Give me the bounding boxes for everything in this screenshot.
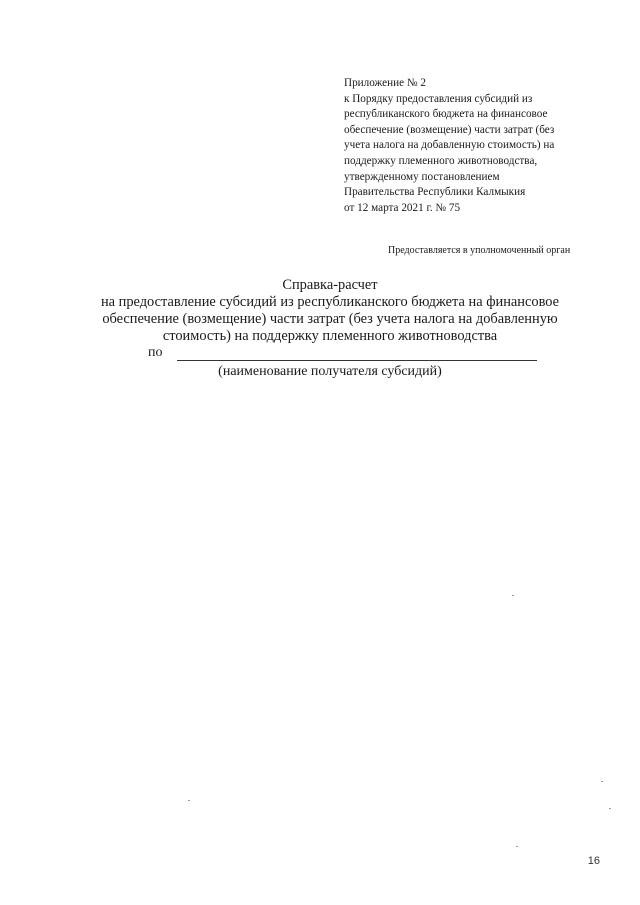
document-subtitle <box>60 294 600 345</box>
appendix-line: Приложение № 2 <box>344 77 426 89</box>
appendix-line: Правительства Республики Калмыкия <box>344 186 526 199</box>
appendix-line: утвержденному постановлением <box>344 170 500 183</box>
scan-speck <box>512 595 514 596</box>
recipient-caption: (наименование получателя субсидий) <box>218 364 442 379</box>
subtitle-line: обеспечение (возмещение) части затрат (без учета налога на добавленную <box>102 311 558 327</box>
submit-note: Предоставляется в уполномоченный орган <box>388 245 571 256</box>
page-number: 16 <box>587 855 600 867</box>
recipient-row <box>148 345 537 361</box>
appendix-line: к Порядку предоставления субсидий из <box>344 92 533 105</box>
appendix-line: обеспечение (возмещение) части затрат (без <box>344 123 555 136</box>
scan-speck <box>601 781 603 782</box>
appendix-line: поддержку племенного животноводства, <box>344 154 538 167</box>
appendix-line: республиканского бюджета на финансовое <box>344 108 548 121</box>
appendix-line: от 12 марта 2021 г. № 75 <box>344 201 461 214</box>
recipient-prefix: по <box>148 345 163 360</box>
appendix-block <box>344 76 624 216</box>
subtitle-line: на предоставление субсидий из республиканского бюджета на финансовое <box>100 294 560 310</box>
document-title: Справка-расчет <box>282 277 378 293</box>
recipient-name-field[interactable] <box>177 348 537 361</box>
scan-speck <box>516 846 518 847</box>
scan-speck <box>188 800 190 801</box>
appendix-line: учета налога на добавленную стоимость) на <box>344 139 555 152</box>
scan-speck <box>609 808 611 809</box>
subtitle-line: стоимость) на поддержку племенного животноводства <box>162 328 498 344</box>
